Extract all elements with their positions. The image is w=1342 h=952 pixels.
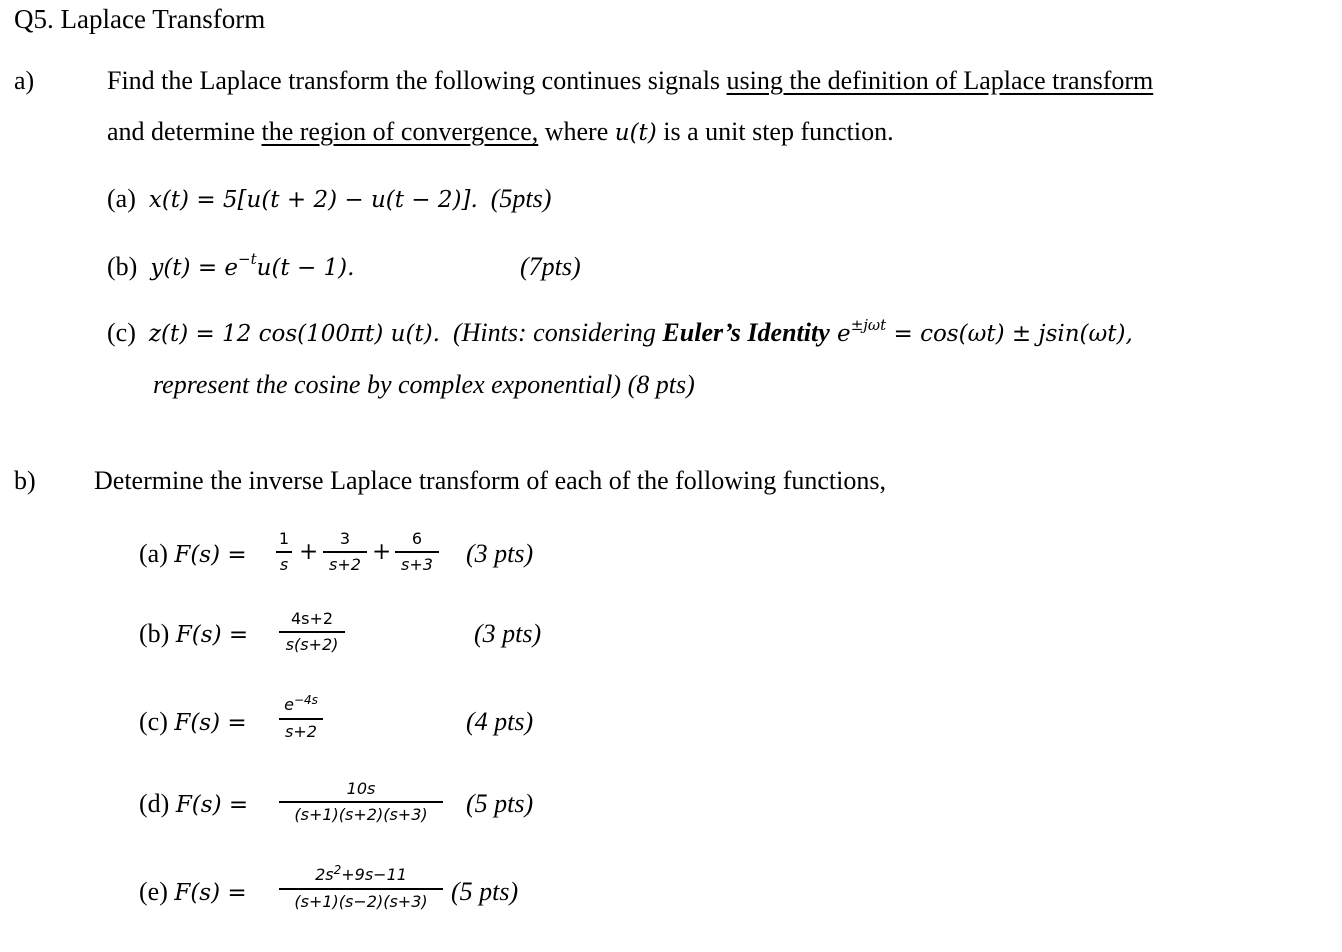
part-b-item-b-points: (3 pts) (474, 619, 542, 648)
item-lhs: F(s) = (174, 542, 247, 568)
part-b-item-a-points: (3 pts) (466, 539, 534, 568)
item-tag: (a) (139, 539, 168, 568)
item-lhs: F(s) = (175, 792, 249, 818)
part-b-label: b) (14, 466, 36, 495)
hint-euler-identity: Euler’s Identity (662, 318, 830, 347)
part-b-item-b-lhs (139, 619, 248, 649)
intro-text: and determine (107, 117, 262, 146)
part-a-item-a (107, 184, 551, 214)
part-b-item-d-points: (5 pts) (466, 789, 534, 818)
plus-sign: + (372, 539, 392, 565)
part-a-item-c-hint-line2: represent the cosine by complex exponential) (8 pts) (153, 370, 695, 399)
item-tag: (b) (139, 619, 170, 648)
item-tag: (c) (139, 707, 168, 736)
intro-underlined-roc: the region of convergence, (261, 117, 539, 146)
part-a-intro-line2 (107, 117, 894, 147)
item-lhs: F(s) = (175, 622, 249, 648)
intro-text: is a unit step function. (656, 117, 894, 146)
hint-euler-math: $e^{\pm j\omega t} = \cos(\omega t) \pm jsin(\omega t)$, (829, 316, 1133, 347)
item-tag: (a) (107, 184, 136, 213)
item-math: x(t) = 5[u(t + 2) − u(t − 2)]. (148, 187, 478, 213)
part-b-item-e-points: (5 pts) (451, 877, 519, 906)
hint-text: (Hints: considering (453, 318, 663, 347)
item-lhs: F(s) = (174, 880, 247, 906)
part-b-item-c-points: (4 pts) (466, 707, 534, 736)
fraction-d: 10s (s+1)(s+2)(s+3) (279, 780, 443, 824)
intro-underlined-definition: using the definition of Laplace transform (726, 66, 1154, 95)
intro-text: Find the Laplace transform the following continues signals (107, 66, 727, 95)
question-title: Q5. Laplace Transform (14, 4, 266, 34)
fraction-e: $2s^2+9s-11$ (s+1)(s−2)(s+3) (279, 866, 443, 911)
item-tag: (e) (139, 877, 168, 906)
part-a-item-c (107, 318, 1133, 348)
part-b-item-a-lhs (139, 539, 247, 569)
intro-text: where (538, 117, 615, 146)
unit-step-math: u(t) (614, 120, 657, 146)
plus-sign: + (299, 539, 319, 565)
part-a-item-b-points: (7pts) (520, 252, 581, 281)
item-tag: (b) (107, 252, 138, 281)
fraction-b: 4s+2 s(s+2) (279, 610, 345, 654)
part-a-item-b (107, 252, 354, 282)
item-tag: (d) (139, 789, 170, 818)
part-b-item-e-lhs (139, 877, 247, 907)
item-math: z(t) = 12 cos(100πt) u(t). (148, 321, 440, 347)
item-points: (5pts) (490, 184, 552, 213)
part-a-label: a) (14, 66, 35, 95)
item-lhs: F(s) = (174, 710, 247, 736)
part-b-item-c-lhs (139, 707, 247, 737)
part-b-item-d-lhs (139, 789, 248, 819)
fraction-3-over-s-plus-2: 3 s+2 (323, 530, 367, 574)
part-a-intro-line1 (107, 66, 1153, 96)
fraction-c: $e^{-4s}$ s+2 (279, 696, 323, 741)
item-tag: (c) (107, 318, 136, 347)
part-b-intro: Determine the inverse Laplace transform of each of the following functions, (94, 466, 886, 495)
item-math: $y(t) = e^{-t}u(t - 1)$. (150, 250, 355, 281)
fraction-6-over-s-plus-3: 6 s+3 (395, 530, 439, 574)
fraction-1-over-s: 1 s (276, 530, 292, 574)
